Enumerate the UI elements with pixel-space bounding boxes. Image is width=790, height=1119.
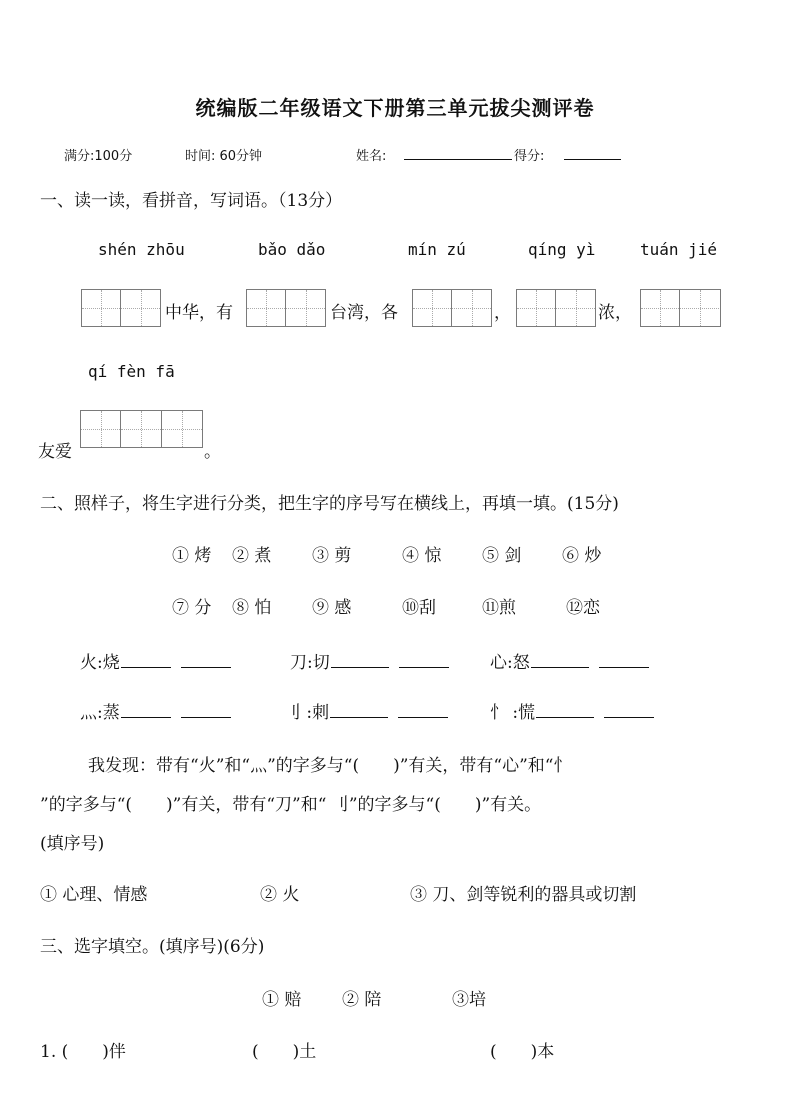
score-field[interactable]: [564, 145, 621, 160]
question-1-item-3[interactable]: ( )本: [490, 1042, 555, 1062]
example-row1-3: [490, 648, 649, 673]
writing-grid-5[interactable]: [640, 289, 721, 327]
pinyin-6: qí fèn fā: [88, 362, 175, 381]
section2-heading: 二、照样子，将生字进行分类，把生字的序号写在横线上，再填一填。(15分): [40, 494, 619, 514]
answer-blank[interactable]: [599, 651, 649, 668]
page-title: 统编版二年级语文下册第三单元拔尖测评卷: [195, 96, 595, 120]
writing-grid-1[interactable]: [81, 289, 161, 327]
answer-blank[interactable]: [398, 701, 448, 718]
pinyin-4: qíng yì: [528, 240, 596, 259]
char-item-7: ⑦ 分: [172, 598, 212, 618]
example-row2-3: [490, 698, 654, 723]
text-segment-4: 浓，: [598, 303, 632, 323]
score-label: 得分:: [514, 149, 545, 164]
discover-line-2: ”的字多与“( )”有关，带有“刀”和“ 刂”的字多与“( )”有关。: [40, 795, 542, 815]
name-field[interactable]: [404, 145, 512, 160]
example-row1-2: [290, 648, 449, 673]
text-segment-1: 中华，有: [165, 303, 233, 323]
answer-blank[interactable]: [121, 651, 171, 668]
option-3: ③ 刀、剑等锐利的器具或切割: [410, 885, 637, 905]
writing-grid-3[interactable]: [412, 289, 492, 327]
answer-blank[interactable]: [604, 701, 654, 718]
exam-time: 时间: 60分钟: [185, 149, 263, 164]
name-label: 姓名:: [356, 149, 387, 164]
writing-grid-2[interactable]: [246, 289, 326, 327]
full-score: 满分:100分: [64, 149, 133, 164]
question-1-item-1[interactable]: 1. ( )伴: [40, 1042, 126, 1062]
answer-blank[interactable]: [181, 701, 231, 718]
pinyin-5: tuán jié: [640, 240, 718, 259]
answer-blank[interactable]: [331, 651, 389, 668]
radical-example: 火:烧: [80, 653, 120, 673]
choice-3: ③培: [452, 990, 486, 1010]
char-item-3: ③ 剪: [312, 546, 352, 566]
char-item-5: ⑤ 剑: [482, 546, 522, 566]
writing-grid-4[interactable]: [516, 289, 596, 327]
section1-heading: 一、读一读，看拼音，写词语。（13分）: [40, 191, 343, 211]
char-item-4: ④ 惊: [402, 546, 442, 566]
text-segment-5: 友爱: [38, 442, 72, 462]
radical-example: 忄 :慌: [490, 703, 536, 723]
char-item-9: ⑨ 感: [312, 598, 352, 618]
answer-blank[interactable]: [399, 651, 449, 668]
section3-heading: 三、选字填空。(填序号)(6分): [40, 937, 265, 957]
example-row1-1: [80, 648, 231, 673]
char-item-2: ② 煮: [232, 546, 272, 566]
answer-blank[interactable]: [121, 701, 171, 718]
char-item-12: ⑫恋: [566, 598, 600, 618]
pinyin-1: shén zhōu: [98, 240, 185, 259]
radical-example: 灬:蒸: [80, 703, 120, 723]
option-1: ① 心理、情感: [40, 885, 148, 905]
char-item-8: ⑧ 怕: [232, 598, 272, 618]
example-row2-1: [80, 698, 231, 723]
text-segment-3: ，: [494, 303, 511, 323]
choice-2: ② 陪: [342, 990, 382, 1010]
choice-1: ① 赔: [262, 990, 302, 1010]
discover-line-1: 我发现：带有“火”和“灬”的字多与“( )”有关，带有“心”和“忄: [88, 756, 571, 776]
writing-grid-6[interactable]: [80, 410, 203, 448]
radical-example: 心:怒: [490, 653, 530, 673]
char-item-1: ① 烤: [172, 546, 212, 566]
text-segment-6: 。: [204, 442, 221, 462]
char-item-11: ⑪煎: [482, 598, 516, 618]
radical-example: 刀:切: [290, 653, 330, 673]
discover-line-3: (填序号): [40, 834, 105, 854]
text-segment-2: 台湾，各: [330, 303, 398, 323]
char-item-10: ⑩刮: [402, 598, 436, 618]
pinyin-2: bǎo dǎo: [258, 240, 326, 259]
question-1-item-2[interactable]: ( )土: [252, 1042, 317, 1062]
answer-blank[interactable]: [330, 701, 388, 718]
answer-blank[interactable]: [531, 651, 589, 668]
option-2: ② 火: [260, 885, 300, 905]
answer-blank[interactable]: [536, 701, 594, 718]
answer-blank[interactable]: [181, 651, 231, 668]
pinyin-3: mín zú: [408, 240, 466, 259]
char-item-6: ⑥ 炒: [562, 546, 602, 566]
radical-example: 刂 :刺: [284, 703, 330, 723]
example-row2-2: [284, 698, 448, 723]
